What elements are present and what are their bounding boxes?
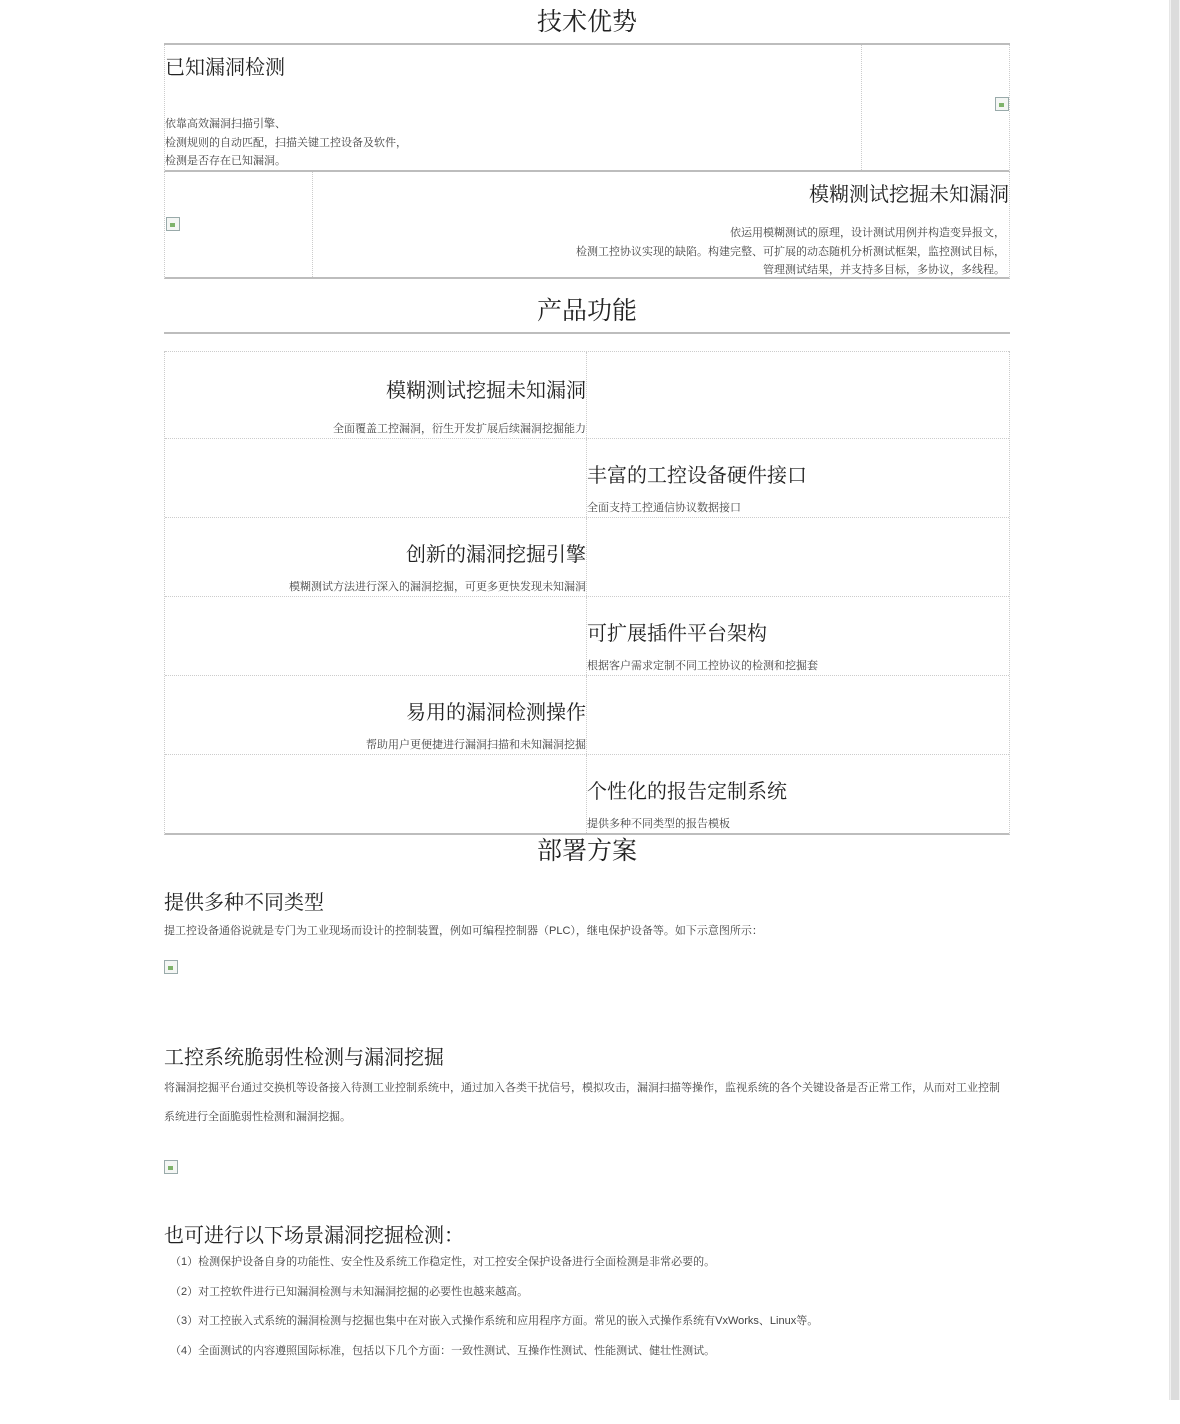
deployment-heading: 工控系统脆弱性检测与漏洞挖掘	[164, 1047, 444, 1069]
feature-cell-empty	[587, 518, 1009, 596]
feature-cell-empty	[165, 597, 587, 675]
advantage-line: 管理测试结果，并支持多目标，多协议，多线程。	[763, 264, 1005, 276]
deployment-title: 部署方案	[536, 837, 637, 865]
advantage-line: 检测是否存在已知漏洞。	[165, 155, 286, 167]
broken-image-icon	[164, 960, 178, 974]
advantages-title: 技术优势	[164, 0, 1010, 45]
feature-row	[165, 675, 1009, 754]
advantage-line: 检测规则的自动匹配，扫描关键工控设备及软件，	[165, 136, 407, 149]
feature-row	[165, 754, 1009, 833]
feature-title: 可扩展插件平台架构	[587, 623, 767, 645]
feature-cell	[165, 518, 587, 596]
feature-row	[165, 596, 1009, 675]
list-item: （3）对工控嵌入式系统的漏洞检测与挖掘也集中在对嵌入式操作系统和应用程序方面。常见的嵌入式操作系统有VxWorks、Linux等。	[170, 1315, 819, 1327]
feature-desc: 提供多种不同类型的报告模板	[587, 818, 730, 830]
feature-desc: 帮助用户更便捷进行漏洞扫描和未知漏洞挖掘	[366, 739, 586, 751]
advantage-description	[165, 115, 407, 171]
feature-cell	[587, 755, 1009, 833]
broken-image-icon	[164, 1160, 178, 1174]
advantage-description	[576, 224, 1005, 280]
feature-cell-empty	[587, 352, 1009, 438]
feature-cell-empty	[165, 755, 587, 833]
feature-cell-empty	[587, 676, 1009, 754]
feature-cell	[165, 676, 587, 754]
deployment-content	[164, 864, 1010, 1424]
page-scrollbar[interactable]	[1169, 0, 1180, 1400]
advantage-heading: 已知漏洞检测	[165, 57, 285, 79]
list-item: （1）检测保护设备自身的功能性、安全性及系统工作稳定性，对工控安全保护设备进行全面检测是非常必要的。	[170, 1256, 716, 1268]
scrollbar-thumb[interactable]	[1171, 0, 1179, 1400]
deployment-heading: 也可进行以下场景漏洞挖掘检测：	[164, 1225, 464, 1247]
advantage-heading: 模糊测试挖掘未知漏洞	[809, 184, 1009, 206]
broken-image-icon	[995, 97, 1009, 111]
feature-title: 丰富的工控设备硬件接口	[587, 465, 807, 487]
features-title: 产品功能	[164, 299, 1010, 334]
features-grid	[164, 351, 1010, 835]
page-content	[164, 0, 1010, 1424]
advantage-known-vuln	[164, 45, 1010, 172]
advantage-image-cell	[165, 172, 313, 277]
feature-cell-empty	[165, 439, 587, 517]
deployment-text: 将漏洞挖掘平台通过交换机等设备接入待测工业控制系统中，通过加入各类干扰信号，模拟攻击，漏洞扫描等操作，监视系统的各个关键设备是否正常工作，从而对工业控制系统进行全面脆弱性检测和漏洞挖掘。	[164, 1082, 1000, 1123]
advantage-line: 依靠高效漏洞扫描引擎、	[165, 118, 286, 130]
feature-row	[165, 517, 1009, 596]
feature-row	[165, 438, 1009, 517]
feature-desc: 全面支持工控通信协议数据接口	[587, 502, 741, 514]
deployment-heading: 提供多种不同类型	[164, 892, 324, 914]
list-item: （4）全面测试的内容遵照国际标准，包括以下几个方面：一致性测试、互操作性测试、性能测试、健壮性测试。	[170, 1344, 716, 1357]
feature-title: 个性化的报告定制系统	[587, 781, 787, 803]
advantage-line: 依运用模糊测试的原理，设计测试用例并构造变异报文，	[730, 227, 1005, 239]
feature-title: 创新的漏洞挖掘引擎	[406, 544, 586, 566]
list-item: （2）对工控软件进行已知漏洞检测与未知漏洞挖掘的必要性也越来越高。	[170, 1285, 529, 1298]
feature-cell	[587, 597, 1009, 675]
advantage-image-cell	[861, 45, 1009, 170]
advantage-fuzzing	[164, 172, 1010, 279]
feature-title: 模糊测试挖掘未知漏洞	[386, 380, 586, 402]
deployment-scenario-list	[170, 1248, 818, 1366]
feature-desc: 模糊测试方法进行深入的漏洞挖掘，可更多更快发现未知漏洞	[289, 581, 586, 593]
feature-title: 易用的漏洞检测操作	[406, 702, 586, 724]
advantage-line: 检测工控协议实现的缺陷。构建完整、可扩展的动态随机分析测试框架，监控测试目标，	[576, 245, 1005, 258]
deployment-text: 提工控设备通俗说就是专门为工业现场而设计的控制装置，例如可编程控制器（PLC），继电保护设备等。如下示意图所示：	[164, 925, 763, 937]
broken-image-icon	[166, 217, 180, 231]
feature-cell	[165, 352, 587, 438]
feature-desc: 根据客户需求定制不同工控协议的检测和挖掘套	[587, 660, 818, 672]
feature-row	[165, 351, 1009, 438]
feature-cell	[587, 439, 1009, 517]
feature-desc: 全面覆盖工控漏洞，衍生开发扩展后续漏洞挖掘能力	[333, 423, 586, 435]
